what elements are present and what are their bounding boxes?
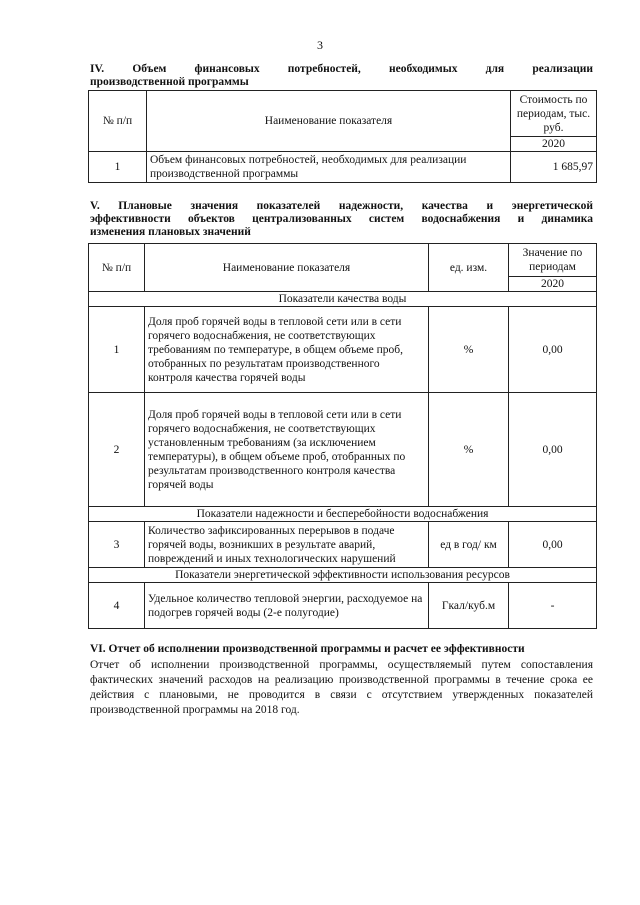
t5-row3-name: Количество зафиксированных перерывов в подаче горячей воды, возникших в результате аварий, повреждений и иных технологических нарушений	[145, 522, 429, 568]
t5-row2-unit: %	[429, 393, 509, 507]
t5-row3-value: 0,00	[509, 522, 597, 568]
t5-row2-value: 0,00	[509, 393, 597, 507]
t4-row-num: 1	[89, 152, 147, 183]
t5-row3-unit: ед в год/ км	[429, 522, 509, 568]
section5-heading-line3: изменения плановых значений	[90, 226, 251, 238]
section5-heading-line2: эффективности объектов централизованных систем водоснабжения и динамика	[90, 213, 593, 225]
t4-header-num: № п/п	[89, 91, 147, 152]
planned-indicators-table	[88, 243, 597, 629]
t5-header-value: Значение по периодам	[509, 244, 597, 277]
t5-group-quality: Показатели качества воды	[89, 292, 597, 307]
section5-heading-line1: V. Плановые значения показателей надежности, качества и энергетической	[90, 200, 593, 212]
t5-row4-num: 4	[89, 583, 145, 629]
section6-report-text: Отчет об исполнении производственной программы, осуществляемый путем сопоставления фактических значений расходов на реализацию производственной программы в течение срока ее действия с плановыми, не проводится в связи с отсутствием утвержденных показателей производственной программы на 2018 год.	[90, 659, 593, 716]
t5-header-year: 2020	[509, 277, 597, 292]
t4-header-name: Наименование показателя	[147, 91, 511, 152]
t5-row4-unit: Гкал/куб.м	[429, 583, 509, 629]
section6-heading: VI. Отчет об исполнении производственной программы и расчет ее эффективности	[90, 643, 525, 655]
t5-header-name: Наименование показателя	[145, 244, 429, 292]
t5-header-unit: ед. изм.	[429, 244, 509, 292]
t4-row-name: Объем финансовых потребностей, необходимых для реализации производственной программы	[147, 152, 511, 183]
financial-needs-table	[88, 90, 597, 183]
page-number: 3	[317, 38, 323, 52]
t5-row2-name: Доля проб горячей воды в тепловой сети или в сети горячего водоснабжения, не соответствующих установленным требованиям (за исключением температуры), в общем объеме проб, отобранных по результатам производственного контроля качества горячей воды	[145, 393, 429, 507]
t5-header-num: № п/п	[89, 244, 145, 292]
t5-row2-num: 2	[89, 393, 145, 507]
t5-row1-unit: %	[429, 307, 509, 393]
t4-header-cost: Стоимость по периодам, тыс. руб.	[511, 91, 597, 137]
section4-heading-line1: IV. Объем финансовых потребностей, необходимых для реализации	[90, 63, 593, 75]
t5-group-reliability: Показатели надежности и бесперебойности водоснабжения	[89, 507, 597, 522]
t4-header-year: 2020	[511, 137, 597, 152]
section5-heading	[90, 200, 593, 239]
t5-row4-name: Удельное количество тепловой энергии, расходуемое на подогрев горячей воды (2-е полугодие)	[145, 583, 429, 629]
section4-heading-line2: производственной программы	[90, 76, 249, 88]
t5-row3-num: 3	[89, 522, 145, 568]
t4-row-value: 1 685,97	[511, 152, 597, 183]
t5-row1-value: 0,00	[509, 307, 597, 393]
t5-row1-name: Доля проб горячей воды в тепловой сети или в сети горячего водоснабжения, не соответствующих требованиям по температуре, в общем объеме проб, отобранных по результатам производственного контроля качества горячей воды	[145, 307, 429, 393]
section4-heading	[90, 63, 593, 89]
t5-group-energy: Показатели энергетической эффективности использования ресурсов	[89, 568, 597, 583]
t5-row4-value: -	[509, 583, 597, 629]
t5-row1-num: 1	[89, 307, 145, 393]
